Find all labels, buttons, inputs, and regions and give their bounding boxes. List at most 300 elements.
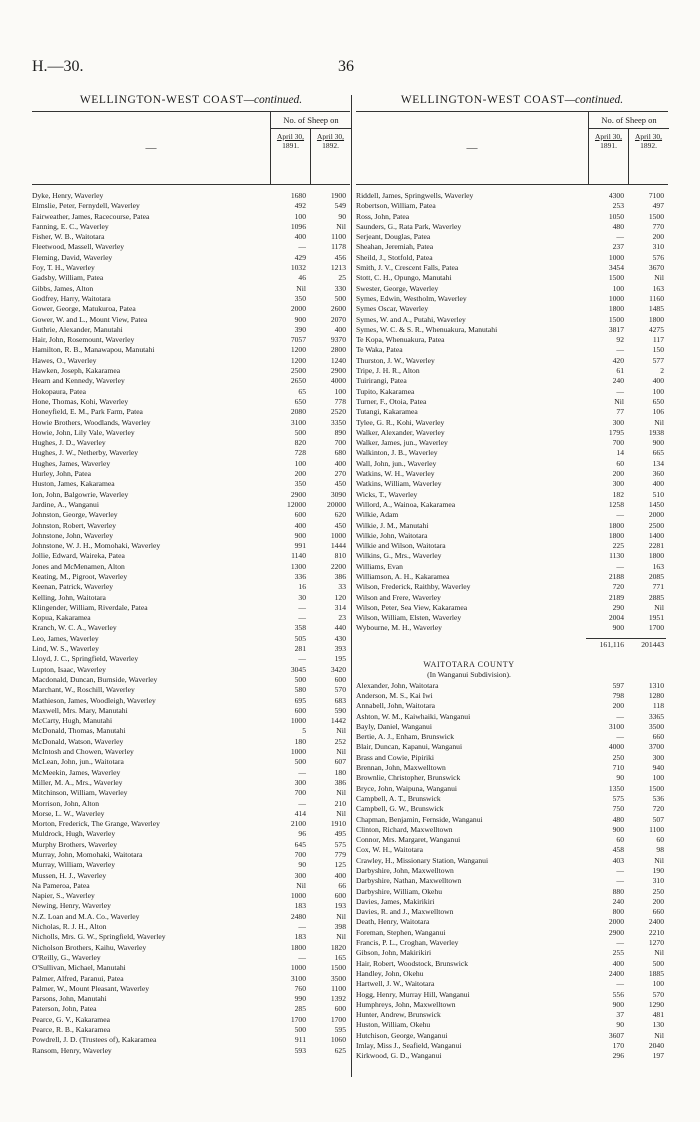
- row-name: Annabell, John, Waitotara: [356, 701, 435, 711]
- table-row: [356, 623, 668, 633]
- sheep-1892: 450: [334, 520, 346, 530]
- table-row: [32, 222, 350, 232]
- sheep-1892: 2: [660, 366, 664, 376]
- sheep-1892: 310: [652, 242, 664, 252]
- sheep-1891: 480: [612, 221, 624, 231]
- left-title-suffix: —continued.: [243, 94, 303, 106]
- sheep-1891: 255: [612, 948, 624, 958]
- sheep-1891: 575: [612, 793, 624, 803]
- sheep-1891: 556: [612, 989, 624, 999]
- right-table-body: [356, 191, 668, 1062]
- row-name: Bryce, John, Waipuna, Wanganui: [356, 783, 457, 793]
- row-name: Stott, C. H., Opungo, Manutahi: [356, 273, 452, 283]
- sheep-1892: 20000: [327, 499, 346, 509]
- table-row: [32, 943, 350, 953]
- table-row: [32, 737, 350, 747]
- table-row: [32, 500, 350, 510]
- row-name: Symes, W. and A., Putahi, Waverley: [356, 314, 466, 324]
- table-row: [356, 742, 668, 752]
- sheep-1892: 60: [656, 835, 664, 845]
- row-name: Gadsby, William, Patea: [32, 273, 104, 283]
- sheep-1892: 66: [338, 880, 346, 890]
- row-name: Hone, Thomas, Kohi, Waverley: [32, 396, 129, 406]
- sheep-1892: 2400: [648, 917, 664, 927]
- sheep-1891: —: [616, 232, 624, 242]
- row-name: Connor, Mrs. Margaret, Wanganui: [356, 835, 461, 845]
- table-row: [356, 603, 668, 613]
- sheep-1892: 1100: [649, 824, 664, 834]
- row-name: Nicholas, R. J. H., Alton: [32, 922, 107, 932]
- sheep-1892: 940: [652, 763, 664, 773]
- table-row: [356, 773, 668, 783]
- table-row: [32, 901, 350, 911]
- row-name: Wilson, Peter, Sea View, Kakaramea: [356, 602, 468, 612]
- spacer: [356, 650, 668, 660]
- row-name: Blair, Duncan, Kapanui, Wanganui: [356, 742, 463, 752]
- sheep-1892: 150: [652, 345, 664, 355]
- sheep-1892: 536: [652, 793, 664, 803]
- sheep-1892: 2210: [648, 927, 664, 937]
- right-table-header: [356, 111, 668, 185]
- row-name: Anderson, M. S., Kai Iwi: [356, 690, 433, 700]
- table-row: [356, 510, 668, 520]
- sheep-1891: 400: [294, 520, 306, 530]
- sheep-1891: 390: [294, 324, 306, 334]
- row-name: Wilson, Frederick, Raithby, Waverley: [356, 582, 471, 592]
- sheep-1892: Nil: [336, 788, 346, 798]
- sheep-1891: 92: [616, 335, 624, 345]
- sheep-1892: 590: [334, 705, 346, 715]
- sheep-1891: 281: [294, 644, 306, 654]
- table-row: [32, 428, 350, 438]
- table-row: [356, 753, 668, 763]
- row-name: Foy, T. H., Waverley: [32, 263, 95, 273]
- sheep-1891: 1300: [290, 561, 306, 571]
- page-header: [0, 58, 700, 78]
- sheep-1892: 3500: [648, 721, 664, 731]
- row-name: Jollie, Edward, Waireka, Patea: [32, 551, 125, 561]
- row-name: Darbyshire, John, Maxwelltown: [356, 866, 454, 875]
- table-row: [356, 732, 668, 742]
- sheep-1891: Nil: [296, 880, 306, 890]
- sheep-1891: 225: [612, 541, 624, 551]
- sheep-1891: 597: [612, 680, 624, 690]
- sheep-1891: —: [298, 602, 306, 612]
- table-row: [356, 232, 668, 242]
- table-row: [356, 397, 668, 407]
- table-row: [356, 387, 668, 397]
- table-row: [356, 345, 668, 355]
- sheep-1892: 120: [334, 592, 346, 602]
- sheep-1892: 1444: [330, 541, 346, 551]
- row-name: Saunders, G., Rata Park, Waverley: [356, 221, 462, 231]
- table-row: [356, 763, 668, 773]
- table-row: [356, 469, 668, 479]
- table-row: [356, 701, 668, 711]
- table-row: [32, 459, 350, 469]
- sheep-1892: 683: [334, 695, 346, 705]
- table-row: [356, 284, 668, 294]
- sheep-1892: 570: [334, 685, 346, 695]
- table-row: [356, 593, 668, 603]
- subdivision-heading-text: (In Wanganui Subdivision).: [427, 670, 511, 680]
- sheep-1892: 1100: [331, 232, 346, 242]
- table-row: [32, 366, 350, 376]
- row-name: Elmslie, Peter, Fernydell, Waverley: [32, 201, 140, 211]
- table-row: [356, 959, 668, 969]
- sheep-1892: 577: [652, 355, 664, 365]
- row-name: Wilkie, John, Waitotara: [356, 530, 428, 540]
- table-row: [32, 284, 350, 294]
- totals-row: [356, 640, 668, 650]
- sheep-1892: Nil: [654, 1030, 664, 1040]
- row-name: Hutchison, George, Wanganui: [356, 1030, 448, 1040]
- sheep-1892: 497: [652, 201, 664, 211]
- table-row: [32, 994, 350, 1004]
- row-name: Sheahan, Jeremiah, Patea: [356, 242, 434, 252]
- sheep-1891: 900: [294, 530, 306, 540]
- sheep-1891: 2400: [608, 968, 624, 978]
- left-column: [32, 92, 350, 1056]
- row-name: Wall, John, jun., Waverley: [356, 458, 437, 468]
- row-name: Newing, Henry, Waverley: [32, 901, 111, 911]
- sheep-1891: 492: [294, 201, 306, 211]
- table-row: [356, 948, 668, 958]
- sheep-1891: 400: [294, 232, 306, 242]
- row-name: Hearn and Kennedy, Waverley: [32, 376, 125, 386]
- row-name: Te Kopa, Whenuakura, Patea: [356, 335, 445, 345]
- sheep-1892: 195: [334, 654, 346, 664]
- sheep-1891: 1795: [608, 427, 624, 437]
- sheep-1892: 33: [338, 582, 346, 592]
- sheep-1891: 240: [612, 896, 624, 906]
- sheep-1892: 197: [652, 1051, 664, 1061]
- table-row: [32, 654, 350, 664]
- sheep-1892: 1910: [330, 819, 346, 829]
- table-row: [32, 572, 350, 582]
- sheep-1891: 2080: [290, 407, 306, 417]
- sheep-1892: 386: [334, 777, 346, 787]
- sheep-1892: 3420: [330, 664, 346, 674]
- table-row: [356, 551, 668, 561]
- sheep-1892: 779: [334, 850, 346, 859]
- table-row: [356, 835, 668, 845]
- table-row: [356, 866, 668, 876]
- table-row: [356, 273, 668, 283]
- sheep-1891: 183: [294, 901, 306, 911]
- sheep-1892: 660: [652, 732, 664, 742]
- sheep-1892: 106: [652, 407, 664, 417]
- row-name: Walker, Alexander, Waverley: [356, 427, 445, 437]
- table-row: [32, 531, 350, 541]
- row-name: Hair, Robert, Woodstock, Brunswick: [356, 958, 468, 968]
- sheep-1891: 3045: [290, 664, 306, 674]
- table-row: [32, 799, 350, 809]
- row-name: Gower, George, Matukuroa, Patea: [32, 304, 136, 314]
- sheep-1892: 510: [652, 489, 664, 499]
- sheep-1891: 296: [612, 1051, 624, 1061]
- row-name: Wilson, William, Elsten, Waverley: [356, 613, 462, 623]
- sheep-1891: 900: [612, 623, 624, 633]
- row-name: Walker, James, jun., Waverley: [356, 438, 448, 448]
- total-1892: 201443: [641, 639, 664, 649]
- table-row: [356, 201, 668, 211]
- table-row: [32, 469, 350, 479]
- sheep-1892: 117: [652, 335, 664, 345]
- table-row: [356, 887, 668, 897]
- sheep-1891: 500: [294, 1025, 306, 1035]
- sheep-1891: —: [616, 938, 624, 948]
- left-title-text: WELLINGTON-WEST COAST: [79, 94, 244, 106]
- table-row: [32, 397, 350, 407]
- row-name: Ashton, W. M., Kaiwhaiki, Wanganui: [356, 711, 471, 721]
- right-title-text: WELLINGTON-WEST COAST: [400, 94, 565, 106]
- sheep-1892: 1213: [330, 263, 346, 273]
- table-row: [32, 438, 350, 448]
- left-col1-line2: 1891.: [282, 141, 299, 150]
- row-name: Hurley, John, Patea: [32, 469, 91, 479]
- row-name: Paterson, John, Patea: [32, 1004, 97, 1014]
- table-row: [32, 304, 350, 314]
- table-row: [32, 551, 350, 561]
- sheep-1891: 900: [612, 999, 624, 1009]
- table-row: [32, 603, 350, 613]
- table-row: [32, 1025, 350, 1035]
- table-row: [356, 712, 668, 722]
- sheep-1891: 65: [298, 386, 306, 396]
- row-name: Hair, John, Rosemount, Waverley: [32, 335, 135, 345]
- table-row: [32, 1015, 350, 1025]
- table-row: [356, 681, 668, 691]
- sheep-1892: 650: [652, 396, 664, 406]
- sheep-1891: 14: [616, 448, 624, 458]
- row-name: Thurston, J. W., Waverley: [356, 355, 435, 365]
- sheep-1892: 252: [334, 736, 346, 746]
- sheep-1892: 1700: [648, 623, 664, 633]
- row-name: Alexander, John, Waitotara: [356, 680, 439, 690]
- row-name: Pearce, G. V., Kakaramea: [32, 1014, 110, 1024]
- sheep-1892: 190: [652, 866, 664, 875]
- sheep-1891: 350: [294, 479, 306, 489]
- sheep-1891: —: [616, 979, 624, 989]
- sheep-1891: 100: [612, 283, 624, 293]
- row-name: Johnstone, W. J. H., Momohaki, Waverley: [32, 541, 161, 551]
- sheep-1891: 403: [612, 855, 624, 865]
- sheep-1892: 2900: [330, 366, 346, 376]
- sheep-1892: Nil: [336, 911, 346, 921]
- row-name: Jardine, A., Wanganui: [32, 499, 99, 509]
- sheep-1892: 1100: [331, 983, 346, 993]
- row-name: Wilkins, G., Mrs., Waverley: [356, 551, 442, 561]
- row-name: Swester, George, Waverley: [356, 283, 439, 293]
- sheep-1892: 440: [334, 623, 346, 633]
- table-row: [356, 1031, 668, 1041]
- row-name: Crawley, H., Missionary Station, Wanganui: [356, 855, 489, 865]
- sheep-1891: 728: [294, 448, 306, 458]
- row-name: Williams, Evan: [356, 561, 403, 571]
- sheep-1891: —: [616, 866, 624, 875]
- table-row: [32, 242, 350, 252]
- table-row: [356, 253, 668, 263]
- row-name: Howie, John, Lily Vale, Waverley: [32, 427, 135, 437]
- sheep-1891: 1000: [608, 252, 624, 262]
- table-row: [356, 938, 668, 948]
- sheep-1891: 61: [616, 366, 624, 376]
- table-row: [356, 407, 668, 417]
- table-row: [32, 974, 350, 984]
- sheep-1891: 90: [616, 773, 624, 783]
- document-code: H.—30.: [32, 58, 84, 75]
- table-row: [32, 273, 350, 283]
- table-row: [356, 294, 668, 304]
- sheep-1891: 1500: [608, 314, 624, 324]
- row-name: Klingender, William, Riverdale, Patea: [32, 602, 148, 612]
- sheep-1892: 23: [338, 613, 346, 623]
- row-name: Kranch, W. C. A., Waverley: [32, 623, 117, 633]
- sheep-1892: Nil: [654, 855, 664, 865]
- table-row: [356, 242, 668, 252]
- row-name: Macdonald, Duncan, Burnside, Waverley: [32, 674, 158, 684]
- sheep-1892: Nil: [336, 726, 346, 736]
- row-name: Handley, John, Okehu: [356, 968, 424, 978]
- sheep-1891: 580: [294, 685, 306, 695]
- sheep-1892: 1000: [330, 530, 346, 540]
- table-row: [356, 438, 668, 448]
- row-name: McCarty, Hugh, Manutahi: [32, 716, 113, 726]
- sheep-1891: 2480: [290, 911, 306, 921]
- table-row: [356, 613, 668, 623]
- sheep-1892: 665: [652, 448, 664, 458]
- sheep-1892: 193: [334, 901, 346, 911]
- table-row: [32, 510, 350, 520]
- row-name: Ion, John, Balgowrie, Waverley: [32, 489, 129, 499]
- sheep-1892: 2500: [648, 520, 664, 530]
- row-name: Muldrock, Hugh, Waverley: [32, 829, 116, 839]
- row-name: Clinton, Richard, Maxwelltown: [356, 824, 453, 834]
- sheep-1892: Nil: [654, 417, 664, 427]
- sheep-1891: 100: [294, 458, 306, 468]
- row-name: Tuirirangi, Patea: [356, 376, 407, 386]
- table-row: [356, 1000, 668, 1010]
- row-name: Tripe, J. H. R., Alton: [356, 366, 420, 376]
- sheep-1891: 911: [294, 1035, 306, 1045]
- row-name: Hawken, Joseph, Kakaramea: [32, 366, 121, 376]
- table-row: [356, 979, 668, 989]
- table-row: [356, 1041, 668, 1051]
- table-row: [32, 448, 350, 458]
- sheep-1891: 1000: [608, 293, 624, 303]
- sheep-1891: —: [616, 345, 624, 355]
- sheep-1892: 900: [652, 438, 664, 448]
- table-row: [32, 860, 350, 870]
- row-name: Hawes, O., Waverley: [32, 355, 97, 365]
- row-name: McDonald, Watson, Waverley: [32, 736, 124, 746]
- sheep-1891: 480: [612, 814, 624, 824]
- table-row: [32, 829, 350, 839]
- table-row: [356, 222, 668, 232]
- row-name: Watkins, William, Waverley: [356, 479, 442, 489]
- sheep-1892: 1800: [648, 551, 664, 561]
- sheep-1891: 500: [294, 757, 306, 767]
- sheep-1892: 163: [652, 561, 664, 571]
- table-row: [32, 201, 350, 211]
- table-row: [356, 521, 668, 531]
- row-name: Kopua, Kakaramea: [32, 613, 91, 623]
- table-row: [356, 804, 668, 814]
- table-row: [356, 815, 668, 825]
- row-name: Mitchinson, William, Waverley: [32, 788, 128, 798]
- sheep-1892: 200: [652, 232, 664, 242]
- row-name: Ransom, Henry, Waverley: [32, 1045, 112, 1055]
- sheep-1892: 1500: [648, 783, 664, 793]
- column-divider: [351, 95, 352, 1077]
- row-name: Fisher, W. B., Waitotara: [32, 232, 105, 242]
- row-name: Serjeant, Douglas, Patea: [356, 232, 431, 242]
- sheep-1892: 386: [334, 571, 346, 581]
- sheep-1891: 1200: [290, 345, 306, 355]
- sheep-1892: 270: [334, 469, 346, 479]
- row-name: Hughes, J. W., Netherby, Waverley: [32, 448, 139, 458]
- table-row: [356, 448, 668, 458]
- left-col2-line1: April 30,: [316, 132, 345, 141]
- row-name: Morton, Frederick, The Grange, Waverley: [32, 819, 160, 829]
- sheep-1891: 3454: [608, 263, 624, 273]
- row-name: Hunter, Andrew, Brunswick: [356, 1010, 441, 1020]
- table-row: [32, 747, 350, 757]
- sheep-1891: 200: [612, 701, 624, 711]
- sheep-1891: 880: [612, 886, 624, 896]
- sheep-1892: 2085: [648, 571, 664, 581]
- sheep-1892: 1700: [330, 1014, 346, 1024]
- sheep-1891: 1140: [291, 551, 306, 561]
- sheep-1892: 163: [652, 283, 664, 293]
- left-table-body: [32, 191, 350, 1056]
- sheep-1891: 60: [616, 458, 624, 468]
- row-name: Keating, M., Pigroot, Waverley: [32, 571, 128, 581]
- sheep-1892: 1270: [648, 938, 664, 948]
- sheep-1891: 900: [612, 824, 624, 834]
- table-row: [32, 521, 350, 531]
- sheep-1892: 310: [652, 876, 664, 886]
- total-1891: 161,116: [599, 639, 624, 649]
- sheep-1891: 600: [294, 510, 306, 520]
- county-heading: [356, 660, 668, 670]
- row-name: Lloyd, J. C., Springfield, Waverley: [32, 654, 139, 664]
- sheep-1892: 600: [334, 891, 346, 901]
- table-row: [32, 850, 350, 860]
- table-row: [356, 876, 668, 886]
- sheep-1891: Nil: [614, 396, 624, 406]
- sheep-1892: 570: [652, 989, 664, 999]
- row-name: Fanning, E. C., Waverley: [32, 221, 109, 231]
- sheep-1891: 500: [294, 427, 306, 437]
- sheep-1891: —: [616, 386, 624, 396]
- table-row: [356, 428, 668, 438]
- sheep-1892: 625: [334, 1045, 346, 1055]
- row-name: Dyke, Henry, Waverley: [32, 191, 104, 200]
- row-name: Lupton, Isaac, Waverley: [32, 664, 106, 674]
- sheep-1891: 253: [612, 201, 624, 211]
- table-row: [32, 963, 350, 973]
- table-row: [32, 953, 350, 963]
- table-row: [32, 685, 350, 695]
- sheep-1891: 2189: [608, 592, 624, 602]
- sheep-1892: 130: [652, 1020, 664, 1030]
- sheep-1891: 77: [616, 407, 624, 417]
- row-name: McMeekin, James, Waverley: [32, 767, 121, 777]
- row-name: Brass and Cowie, Pipiriki: [356, 752, 435, 762]
- left-header-col2: [310, 129, 350, 184]
